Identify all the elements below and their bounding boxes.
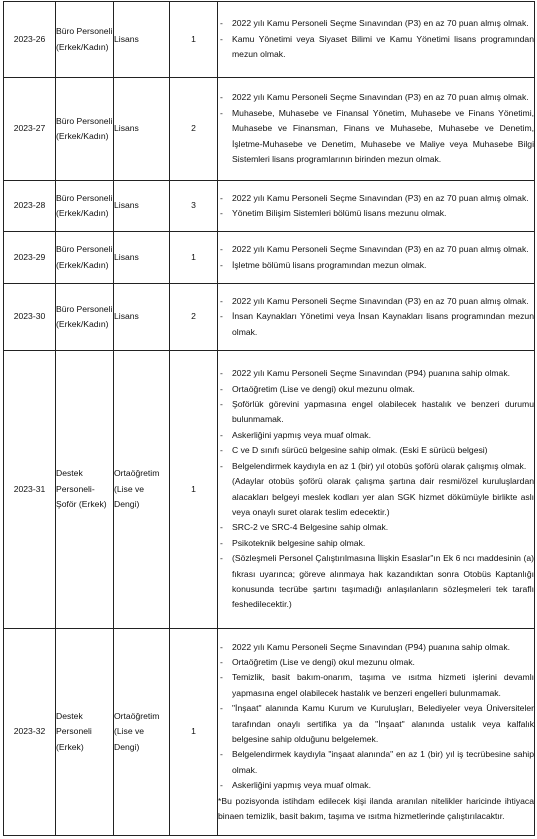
requirements-list (218, 16, 534, 62)
position-code: 2023-31 (4, 351, 56, 629)
list-item: - Ortaöğretim (Lise ve dengi) okul mezunu olmak. (218, 382, 534, 397)
position-code: 2023-32 (4, 629, 56, 836)
requirements-cell (218, 351, 535, 629)
position-title: Büro Personeli (Erkek/Kadın) (56, 2, 114, 78)
position-count: 2 (170, 78, 218, 181)
requirements-cell (218, 629, 535, 836)
list-item: - "İnşaat" alanında Kamu Kurum ve Kuruluşları, Belediyeler veya Üniversiteler tarafından onaylı sertifika ya da "İnşaat" alanında ustalık veya kalfalık belgesine sahip olduğunu belgelemek. (218, 701, 534, 747)
list-item: - Askerliğini yapmış veya muaf olmak. (218, 428, 534, 443)
list-item: - Belgelendirmek kaydıyla "inşaat alanında" en az 1 (bir) yıl iş tecrübesine sahip olmak. (218, 747, 534, 778)
list-item: - 2022 yılı Kamu Personeli Seçme Sınavından (P94) puanına sahip olmak. (218, 366, 534, 381)
education-level: Lisans (114, 181, 170, 232)
list-item: - Muhasebe, Muhasebe ve Finansal Yönetim, Muhasebe ve Finans Yönetimi, Muhasebe ve Finansman, Finans ve Muhasebe, Muhasebe ve Denetim, İşletme-Muhasebe ve Denetim, Muhasebe ve Maliye veya Muhasebe Bilgi Sistemleri lisans programlarının birinden mezun olmak. (218, 106, 534, 168)
position-count: 3 (170, 181, 218, 232)
requirements-cell (218, 181, 535, 232)
list-item: - Belgelendirmek kaydıyla en az 1 (bir) yıl otobüs şoförü olarak çalışmış olmak. (218, 459, 534, 474)
position-count: 1 (170, 351, 218, 629)
position-title: Büro Personeli (Erkek/Kadın) (56, 284, 114, 351)
table-row (4, 629, 535, 836)
education-level: Ortaöğretim (Lise ve Dengi) (114, 629, 170, 836)
position-title: Büro Personeli (Erkek/Kadın) (56, 78, 114, 181)
table-row (4, 232, 535, 284)
education-level: Lisans (114, 78, 170, 181)
list-item: - (Sözleşmeli Personel Çalıştırılmasına İlişkin Esaslar"ın Ek 6 ncı maddesinin (a) fıkrası uyarınca; göreve alınmaya hak kazandıktan sonra Otobüs Kaptanlığı konusunda tecrübe şartını taşımadığı anlaşılanların sözleşmeleri tek taraflı feshedilecektir.) (218, 551, 534, 613)
requirements-cell (218, 232, 535, 284)
position-code: 2023-29 (4, 232, 56, 284)
education-level: Lisans (114, 2, 170, 78)
table-row (4, 284, 535, 351)
education-level: Lisans (114, 284, 170, 351)
list-item: - Yönetim Bilişim Sistemleri bölümü lisans mezunu olmak. (218, 206, 534, 221)
list-item: - Temizlik, basit bakım-onarım, taşıma ve ısıtma hizmeti işlerini devamlı yapmasına engel olabilecek hastalık ve benzeri engelleri bulunmamak. (218, 670, 534, 701)
requirements-list (218, 366, 534, 613)
list-item: - Ortaöğretim (Lise ve dengi) okul mezunu olmak. (218, 655, 534, 670)
education-level: Lisans (114, 232, 170, 284)
position-code: 2023-26 (4, 2, 56, 78)
list-item: - 2022 yılı Kamu Personeli Seçme Sınavından (P3) en az 70 puan almış olmak. (218, 16, 534, 31)
list-item: - Askerliğini yapmış veya muaf olmak. (218, 778, 534, 793)
position-title: Destek Personeli (Erkek) (56, 629, 114, 836)
table-row (4, 181, 535, 232)
requirements-list (218, 191, 534, 222)
position-count: 1 (170, 232, 218, 284)
position-count: 1 (170, 629, 218, 836)
list-item: - SRC-2 ve SRC-4 Belgesine sahip olmak. (218, 520, 534, 535)
position-title: Büro Personeli (Erkek/Kadın) (56, 232, 114, 284)
position-note: *Bu pozisyonda istihdam edilecek kişi ilanda aranılan nitelikler haricinde ihtiyaca binaen temizlik, basit bakım, taşıma ve ısıtma hizmetlerinde çalıştırılacaktır. (218, 795, 534, 822)
requirements-list (218, 294, 534, 340)
position-count: 2 (170, 284, 218, 351)
list-item: - 2022 yılı Kamu Personeli Seçme Sınavından (P3) en az 70 puan almış olmak. (218, 242, 534, 257)
job-positions-table (3, 1, 535, 836)
list-item: - Şoförlük görevini yapmasına engel olabilecek hastalık ve benzeri durumu bulunmamak. (218, 397, 534, 428)
list-item: - İşletme bölümü lisans programından mezun olmak. (218, 258, 534, 273)
requirements-list (218, 242, 534, 273)
list-item: (Adaylar otobüs şoförü olarak çalışma şartına dair resmi/özel kuruluşlardan alacakları belgeyi meslek kodları yer alan SGK hizmet dökümüyle birlikte aslı veya onaylı suret olarak teslim edecektir.) (232, 476, 534, 517)
list-item: - İnsan Kaynakları Yönetimi veya İnsan Kaynakları lisans programından mezun olmak. (218, 309, 534, 340)
list-item: - 2022 yılı Kamu Personeli Seçme Sınavından (P94) puanına sahip olmak. (218, 640, 534, 655)
education-level: Ortaöğretim (Lise ve Dengi) (114, 351, 170, 629)
table-row (4, 351, 535, 629)
list-item: - 2022 yılı Kamu Personeli Seçme Sınavından (P3) en az 70 puan almış olmak. (218, 294, 534, 309)
list-item: - 2022 yılı Kamu Personeli Seçme Sınavından (P3) en az 70 puan almış olmak. (218, 191, 534, 206)
position-code: 2023-30 (4, 284, 56, 351)
requirements-cell (218, 78, 535, 181)
position-code: 2023-27 (4, 78, 56, 181)
table-row (4, 78, 535, 181)
list-item: - Kamu Yönetimi veya Siyaset Bilimi ve Kamu Yönetimi lisans programından mezun olmak. (218, 32, 534, 63)
position-title: Büro Personeli (Erkek/Kadın) (56, 181, 114, 232)
list-item: - Psikoteknik belgesine sahip olmak. (218, 536, 534, 551)
position-code: 2023-28 (4, 181, 56, 232)
list-item: - 2022 yılı Kamu Personeli Seçme Sınavından (P3) en az 70 puan almış olmak. (218, 90, 534, 105)
position-count: 1 (170, 2, 218, 78)
requirements-cell (218, 284, 535, 351)
requirements-list (218, 90, 534, 167)
list-item: - C ve D sınıfı sürücü belgesine sahip olmak. (Eski E sürücü belgesi) (218, 443, 534, 458)
position-title: Destek Personeli-Şoför (Erkek) (56, 351, 114, 629)
requirements-cell (218, 2, 535, 78)
requirements-list (218, 640, 534, 825)
table-row (4, 2, 535, 78)
